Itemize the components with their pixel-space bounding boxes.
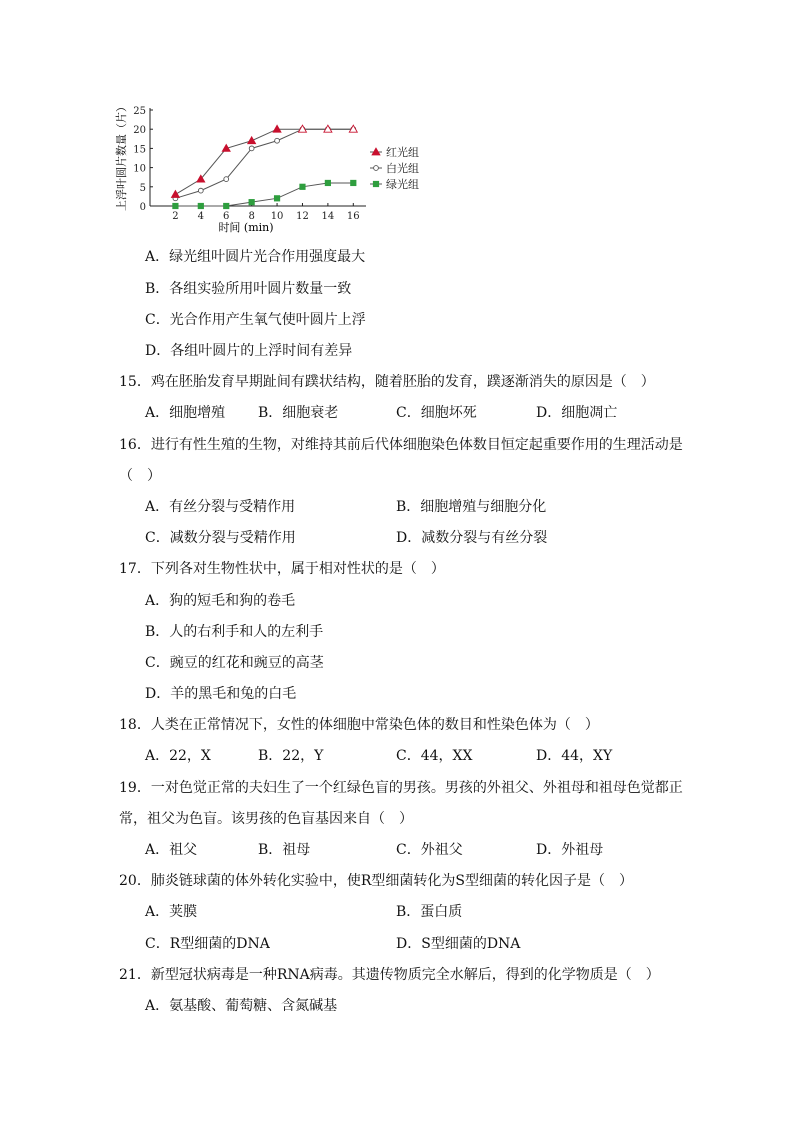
data-point <box>224 177 229 182</box>
q14-option-c: C．光合作用产生氧气使叶圆片上浮 <box>145 312 366 328</box>
x-tick-label: 4 <box>197 211 205 222</box>
y-tick-label: 0 <box>139 202 146 213</box>
data-point <box>249 146 254 151</box>
q20-option-d: D．S型细菌的DNA <box>396 936 521 952</box>
data-point <box>249 200 254 205</box>
x-tick-label: 14 <box>321 211 335 222</box>
q15-option-c: C．细胞坏死 <box>396 405 477 421</box>
data-point <box>351 180 356 185</box>
series-line-2 <box>175 129 353 198</box>
q19-option-b: B．祖母 <box>258 842 311 858</box>
data-point <box>171 190 179 197</box>
q16-stem: 16．进行有性生殖的生物，对维持其前后代体细胞染色体数目恒定起重要作用的生理活动是 <box>119 437 683 453</box>
q19-stem-continued: 常，祖父为色盲。该男孩的色盲基因来自（ ） <box>119 811 413 827</box>
q21-option-a: A．氨基酸、葡萄糖、含氮碱基 <box>145 998 338 1014</box>
q15-option-d: D．细胞凋亡 <box>536 405 618 421</box>
data-point <box>275 138 280 143</box>
y-tick-label: 25 <box>133 106 146 117</box>
data-point <box>325 180 330 185</box>
legend-marker <box>374 166 379 171</box>
q15-option-a: A．细胞增殖 <box>145 405 226 421</box>
x-tick-label: 10 <box>270 211 284 222</box>
data-point <box>198 203 203 208</box>
q21-stem: 21．新型冠状病毒是一种RNA病毒。其遗传物质完全水解后，得到的化学物质是（ ） <box>119 967 660 983</box>
legend-label: 红光组 <box>386 146 419 159</box>
q17-option-a: A．狗的短毛和狗的卷毛 <box>145 593 296 609</box>
x-tick-label: 6 <box>223 211 230 222</box>
chart-legend <box>370 145 419 191</box>
data-point <box>198 188 203 193</box>
q20-option-c: C．R型细菌的DNA <box>145 936 270 952</box>
data-point <box>173 203 178 208</box>
q20-option-a: A．荚膜 <box>145 904 198 920</box>
series-line-3 <box>175 183 353 206</box>
q19-option-a: A．祖父 <box>145 842 198 858</box>
y-tick-label: 15 <box>133 144 146 156</box>
q19-option-c: C．外祖父 <box>396 842 463 858</box>
data-point <box>274 196 279 201</box>
photosynthesis-line-chart <box>112 98 442 238</box>
q16-option-c: C．减数分裂与受精作用 <box>145 530 296 546</box>
x-tick-label: 12 <box>296 211 309 222</box>
q16-stem-continued: （ ） <box>119 468 161 484</box>
q16-option-b: B．细胞增殖与细胞分化 <box>396 499 547 515</box>
legend-marker <box>373 181 378 186</box>
x-tick-label: 16 <box>346 211 360 222</box>
y-tick-label: 5 <box>139 182 146 194</box>
data-point <box>273 125 281 132</box>
q16-option-a: A．有丝分裂与受精作用 <box>145 499 296 515</box>
legend-label: 绿光组 <box>386 178 419 191</box>
q16-option-d: D．减数分裂与有丝分裂 <box>396 530 548 546</box>
q18-stem: 18．人类在正常情况下，女性的体细胞中常染色体的数目和性染色体为（ ） <box>119 717 599 733</box>
data-point <box>248 137 256 144</box>
y-tick-label: 10 <box>133 163 146 175</box>
q19-stem: 19．一对色觉正常的夫妇生了一个红绿色盲的男孩。男孩的外祖父、外祖母和祖母色觉都正 <box>119 780 683 796</box>
q20-option-b: B．蛋白质 <box>396 904 463 920</box>
q17-option-c: C．豌豆的红花和豌豆的高茎 <box>145 655 324 671</box>
q18-option-b: B．22，Y <box>258 748 324 764</box>
q17-stem: 17．下列各对生物性状中，属于相对性状的是（ ） <box>119 561 445 577</box>
q14-option-a: A．绿光组叶圆片光合作用强度最大 <box>145 249 366 265</box>
chart-x-axis-label: 时间 (min) <box>218 221 274 234</box>
chart-y-axis-label: 上浮叶圆片数量（片） <box>115 101 128 211</box>
q18-option-d: D．44，XY <box>536 748 613 764</box>
q18-option-c: C．44，XX <box>396 748 473 764</box>
q14-option-d: D．各组叶圆片的上浮时间有差异 <box>145 343 353 359</box>
q15-option-b: B．细胞衰老 <box>258 405 339 421</box>
q20-stem: 20．肺炎链球菌的体外转化实验中，使R型细菌转化为S型细菌的转化因子是（ ） <box>119 873 633 889</box>
y-tick-label: 20 <box>133 125 146 137</box>
q14-option-b: B．各组实验所用叶圆片数量一致 <box>145 281 352 297</box>
data-point <box>224 203 229 208</box>
data-point <box>300 184 305 189</box>
legend-label: 白光组 <box>386 162 419 175</box>
q19-option-d: D．外祖母 <box>536 842 604 858</box>
q17-option-d: D．羊的黑毛和兔的白毛 <box>145 686 297 702</box>
q17-option-b: B．人的右利手和人的左利手 <box>145 624 324 640</box>
x-tick-label: 2 <box>172 211 179 222</box>
q15-stem: 15．鸡在胚胎发育早期趾间有蹼状结构，随着胚胎的发育，蹼逐渐消失的原因是（ ） <box>119 374 655 390</box>
chart-series <box>171 125 357 208</box>
x-tick-label: 8 <box>248 211 255 222</box>
q18-option-a: A．22，X <box>145 748 211 764</box>
